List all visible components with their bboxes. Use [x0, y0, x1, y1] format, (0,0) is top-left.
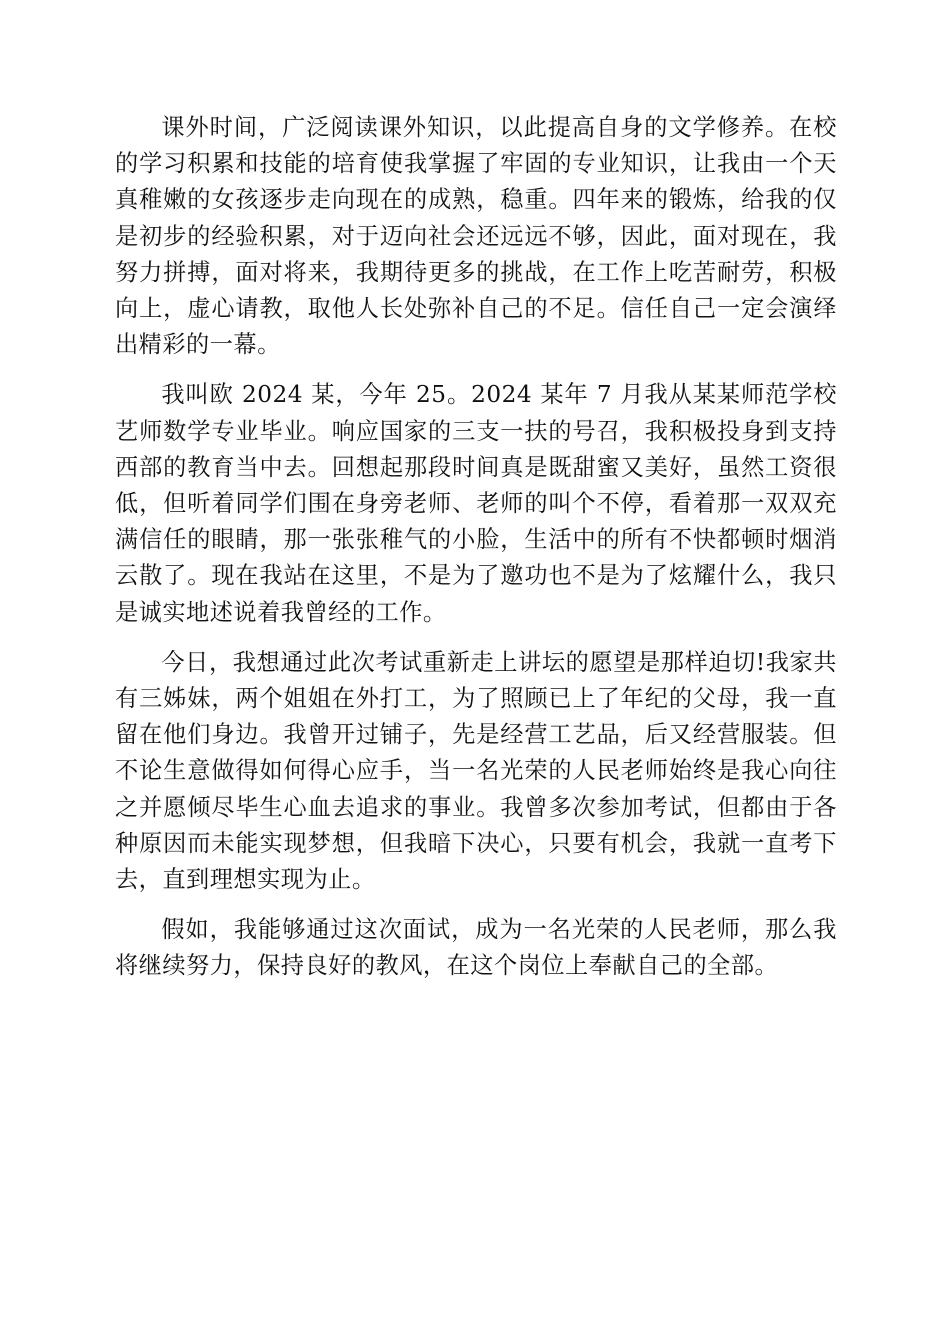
document-body: [115, 110, 837, 999]
paragraph-4: 假如，我能够通过这次面试，成为一名光荣的人民老师，那么我将继续努力，保持良好的教风，在这个岗位上奉献自己的全部。: [115, 916, 837, 980]
paragraph-2: 我叫欧 2024 某，今年 25。2024 某年 7 月我从某某师范学校艺师数学专业毕业。响应国家的三支一扶的号召，我积极投身到支持西部的教育当中去。回想起那段时间真是既甜蜜又美好，虽然工资很低，但听着同学们围在身旁老师、老师的叫个不停，看着那一双双充满信任的眼睛，那一张张稚气的小脸，生活中的所有不快都顿时烟消云散了。现在我站在这里，不是为了邀功也不是为了炫耀什么，我只是诚实地述说着我曾经的工作。: [115, 381, 837, 626]
paragraph-1: 课外时间，广泛阅读课外知识，以此提高自身的文学修养。在校的学习积累和技能的培育使我掌握了牢固的专业知识，让我由一个天真稚嫩的女孩逐步走向现在的成熟，稳重。四年来的锻炼，给我的仅是初步的经验积累，对于迈向社会还远远不够，因此，面对现在，我努力拼搏，面对将来，我期待更多的挑战，在工作上吃苦耐劳，积极向上，虚心请教，取他人长处弥补自己的不足。信任自己一定会演绎出精彩的一幕。: [115, 114, 837, 359]
paragraph-3: 今日，我想通过此次考试重新走上讲坛的愿望是那样迫切!我家共有三姊妹，两个姐姐在外打工，为了照顾已上了年纪的父母，我一直留在他们身边。我曾开过铺子，先是经营工艺品，后又经营服装。但不论生意做得如何得心应手，当一名光荣的人民老师始终是我心向往之并愿倾尽毕生心血去追求的事业。我曾多次参加考试，但都由于各种原因而未能实现梦想，但我暗下决心，只要有机会，我就一直考下去，直到理想实现为止。: [115, 648, 837, 894]
